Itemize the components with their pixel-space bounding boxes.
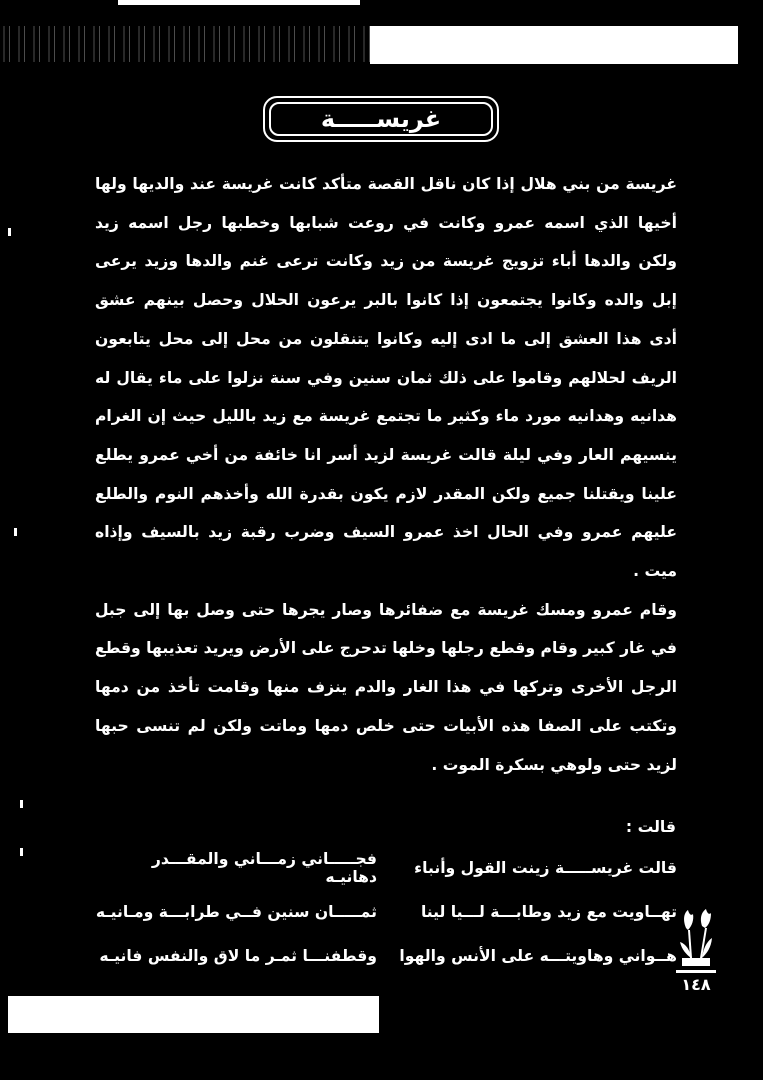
poem-verse <box>95 890 677 934</box>
paragraph: وقام عمرو ومسك غريسة مع ضفائرها وصار يجرها حتى وصل بها إلى جبل في غار كبير وقام وقطع رجلها وخلها تدحرج على الأرض ويريد تعذيبها وقطع الرجل الأخرى وتركها في هذا الغار والدم ينزف منها وقامت تأخذ من دمها وتكتب على الصفا هذه الأبيات حتى خلص دمها وماتت ولكن لم تنسى حبها لزيد حتى ولوهي بسكرة الموت . <box>95 600 677 774</box>
verse-first-half: تهــاويت مع زيد وطابـــة لـــيا لينا <box>420 903 677 921</box>
body-text <box>95 165 677 784</box>
poem <box>95 846 677 978</box>
footer-white-box <box>8 996 379 1033</box>
scan-noise-band <box>0 26 370 62</box>
margin-mark <box>8 228 11 236</box>
verse-first-half: هــواني وهاويتـــه على الأنس والهوا <box>399 947 677 965</box>
verse-second-half: فجـــــاني زمـــاني والمقـــدر دهانيـه <box>151 850 377 886</box>
verse-second-half: ثمـــــان سنين فــي طرابـــة ومـانيـه <box>95 903 377 921</box>
title-frame <box>263 96 499 142</box>
poem-verse <box>95 934 677 978</box>
page-number: ١٤٨ <box>676 970 716 994</box>
verse-first-half: قالت غريســـــة زينت القول وأنباء <box>414 859 677 877</box>
margin-mark <box>20 848 23 856</box>
tulip-ornament-icon <box>676 908 716 968</box>
margin-mark <box>14 528 17 536</box>
paragraph: غريسة من بني هلال إذا كان ناقل القصة متأكد كانت غريسة عند والديها ولها أخيها الذي اسمه عمرو وكانت في روعت شبابها وخطبها رجل اسمه زيد ولكن والدها أباء تزويج غريسة من زيد وكانت ترعى غنم والدها وزيد يرعى إبل والده وكانوا يجتمعون إذا كانوا بالبر يرعون الحلال وحصل بينهم عشق أدى هذا العشق إلى ما ادى إليه وكانوا يتنقلون من محل إلى محل يتابعون الريف لحلالهم وقاموا على ذلك ثمان سنين وفي سنة نزلوا على ماء يقال له هدانيه وهدانيه مورد ماء وكثير ما تجتمع غريسة مع زيد بالليل حيث إن الغرام ينسيهم العار وفي ليلة قالت غريسة لزيد أسر انا خائفة من أخي عمرو يطلع علينا ويقتلنا جميع ولكن المقدر لازم يكون بقدرة الله وأخذهم النوم والطلع عليهم عمرو وفي الحال اخذ عمرو السيف وضرب رقبة زيد بالسيف وإذاه ميت . <box>95 175 677 581</box>
poem-intro: قالت : <box>625 818 676 836</box>
header-white-box <box>370 26 738 64</box>
top-rule <box>118 0 360 5</box>
margin-mark <box>20 800 23 808</box>
poem-verse <box>95 846 677 890</box>
page-title: غريســـــة <box>269 102 493 136</box>
verse-second-half: وقطفنـــا ثمـر ما لاق والنفس فانيـه <box>99 947 377 965</box>
